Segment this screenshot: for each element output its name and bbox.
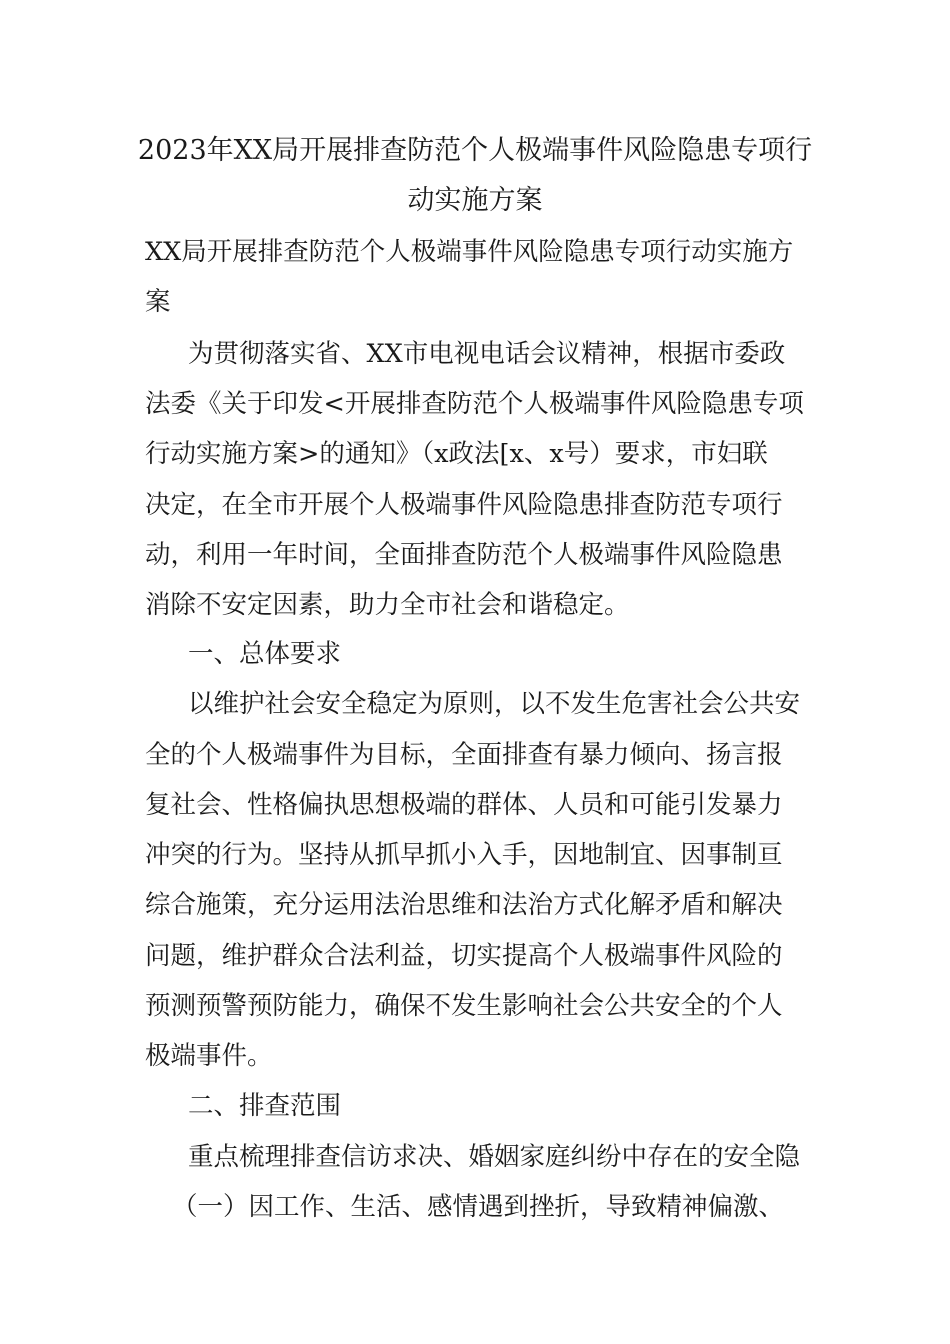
section-1-paragraph-line: 全的个人极端事件为目标，全面排查有暴力倾向、扬言报 <box>145 740 783 770</box>
section-1-heading: 一、总体要求 <box>188 639 342 669</box>
section-1-paragraph-line: 以维护社会安全稳定为原则，以不发生危害社会公共安 <box>188 689 801 719</box>
section-2-heading: 二、排查范围 <box>188 1091 342 1121</box>
intro-paragraph-line: 行动实施方案>的通知》（x政法[x、x号）要求，市妇联 <box>145 439 768 469</box>
section-1-paragraph-line: 复社会、性格偏执思想极端的群体、人员和可能引发暴力 <box>145 790 783 820</box>
subtitle-line-2: 案 <box>145 287 171 317</box>
section-2-paragraph-line: 重点梳理排查信访求决、婚姻家庭纠纷中存在的安全隐 <box>188 1142 801 1172</box>
intro-paragraph-line: 为贯彻落实省、XX市电视电话会议精神，根据市委政 <box>188 339 786 369</box>
intro-paragraph-line: 消除不安定因素，助力全市社会和谐稳定。 <box>145 590 630 620</box>
section-1-paragraph-line: 综合施策，充分运用法治思维和法治方式化解矛盾和解决 <box>145 890 783 920</box>
intro-paragraph-line: 法委《关于印发<开展排查防范个人极端事件风险隐患专项 <box>145 389 804 419</box>
intro-paragraph-line: 决定，在全市开展个人极端事件风险隐患排查防范专项行 <box>145 490 783 520</box>
document-title-line-1: 2023年XX局开展排查防范个人极端事件风险隐患专项行 <box>137 135 813 166</box>
section-1-paragraph-line: 冲突的行为。坚持从抓早抓小入手，因地制宜、因事制亘 <box>145 840 783 870</box>
intro-paragraph-line: 动，利用一年时间，全面排查防范个人极端事件风险隐患 <box>145 540 783 570</box>
section-1-paragraph-line: 预测预警预防能力，确保不发生影响社会公共安全的个人 <box>145 991 783 1021</box>
subtitle-line-1: XX局开展排查防范个人极端事件风险隐患专项行动实施方 <box>145 237 794 267</box>
section-1-paragraph-line: 问题，维护群众合法利益，切实提高个人极端事件风险的 <box>145 941 783 971</box>
section-2-paragraph-line: （一）因工作、生活、感情遇到挫折，导致精神偏激、 <box>172 1192 785 1222</box>
document-title-line-2: 动实施方案 <box>407 185 543 216</box>
section-1-paragraph-line: 极端事件。 <box>145 1041 273 1071</box>
